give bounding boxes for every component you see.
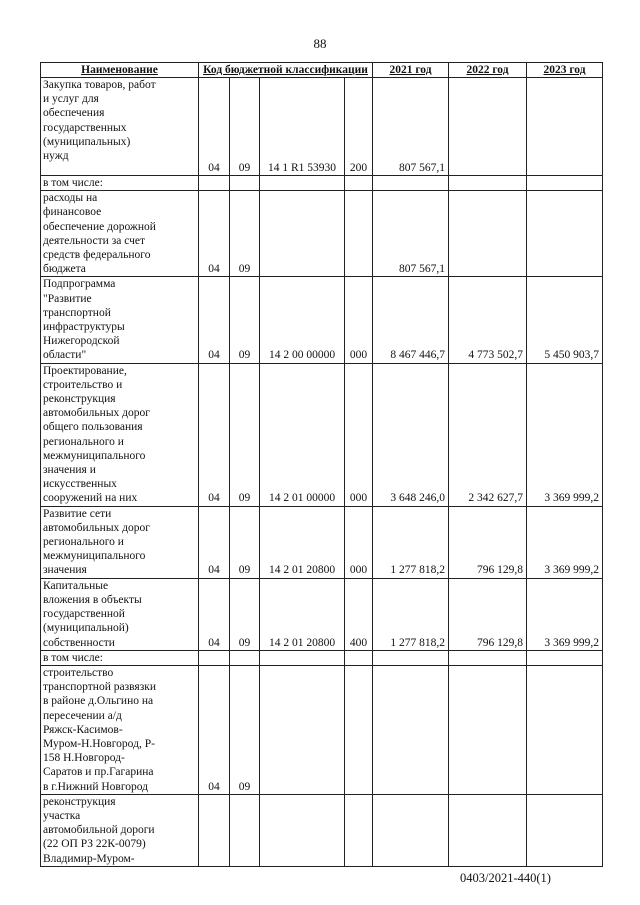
table-row [41,277,603,363]
cell-2021: 8 467 446,7 [373,277,449,363]
table-row [41,650,603,665]
cell-2023 [527,665,603,794]
cell-name: реконструкция участка автомобильной дороги (22 ОП РЗ 22К-0079) Владимир-Муром- [41,794,199,866]
cell-2023 [527,650,603,665]
cell-section: 04 [199,78,230,176]
cell-2021 [373,176,449,191]
cell-expense-type: 400 [345,578,373,650]
table-row [41,191,603,277]
cell-name: Подпрограмма "Развитие транспортной инфраструктуры Нижегородской области" [41,277,199,363]
cell-2023 [527,191,603,277]
cell-2023 [527,78,603,176]
table-row [41,78,603,176]
cell-name: расходы на финансовое обеспечение дорожной деятельности за счет средств федерального бюджета [41,191,199,277]
table-header-row [41,63,603,78]
cell-2023 [527,794,603,866]
cell-subsection [230,794,260,866]
cell-target-article: 14 2 01 20800 [260,506,345,578]
cell-2023: 3 369 999,2 [527,506,603,578]
cell-2022 [449,191,527,277]
table-row [41,665,603,794]
cell-2021: 807 567,1 [373,191,449,277]
cell-2021 [373,650,449,665]
header-name: Наименование [41,63,199,78]
header-code: Код бюджетной классификации [199,63,373,78]
cell-2021: 3 648 246,0 [373,363,449,506]
cell-subsection: 09 [230,506,260,578]
table-row [41,176,603,191]
cell-target-article [260,794,345,866]
cell-2023: 3 369 999,2 [527,363,603,506]
cell-2022 [449,176,527,191]
header-2023: 2023 год [527,63,603,78]
document-code: 0403/2021-440(1) [460,871,551,885]
cell-subsection: 09 [230,277,260,363]
cell-subsection: 09 [230,363,260,506]
cell-name: строительство транспортной развязки в районе д.Ольгино на пересечении а/д Ряжск-Касимов- Муром-Н.Новгород, Р- 158 Н.Новгород- Саратов и пр.Гагарина в г.Нижний Новгород [41,665,199,794]
cell-target-article: 14 1 R1 53930 [260,78,345,176]
cell-subsection: 09 [230,191,260,277]
cell-section [199,794,230,866]
table-row [41,794,603,866]
table-row [41,506,603,578]
cell-target-article: 14 2 00 00000 [260,277,345,363]
cell-target-article [260,650,345,665]
cell-2022: 796 129,8 [449,578,527,650]
cell-2022 [449,665,527,794]
cell-section: 04 [199,277,230,363]
cell-section: 04 [199,506,230,578]
cell-2022: 2 342 627,7 [449,363,527,506]
cell-name: Капитальные вложения в объекты государственной (муниципальной) собственности [41,578,199,650]
cell-expense-type [345,794,373,866]
budget-table [40,62,603,867]
cell-expense-type [345,650,373,665]
cell-name: Закупка товаров, работ и услуг для обеспечения государственных (муниципальных) нужд [41,78,199,176]
table-row [41,363,603,506]
table-row [41,578,603,650]
page-number: 88 [313,36,327,51]
cell-2022: 796 129,8 [449,506,527,578]
cell-2022 [449,650,527,665]
cell-2021: 1 277 818,2 [373,506,449,578]
cell-target-article [260,191,345,277]
cell-section: 04 [199,578,230,650]
cell-2021: 807 567,1 [373,78,449,176]
cell-2021 [373,665,449,794]
header-2021: 2021 год [373,63,449,78]
cell-2023 [527,176,603,191]
cell-name: Проектирование, строительство и реконструкция автомобильных дорог общего пользования регионального и межмуниципального значения и искусственных сооружений на них [41,363,199,506]
cell-name: в том числе: [41,650,199,665]
cell-section: 04 [199,665,230,794]
cell-expense-type: 000 [345,277,373,363]
cell-name: Развитие сети автомобильных дорог регионального и межмуниципального значения [41,506,199,578]
cell-2023: 5 450 903,7 [527,277,603,363]
cell-subsection [230,650,260,665]
cell-2021: 1 277 818,2 [373,578,449,650]
cell-expense-type [345,191,373,277]
cell-subsection [230,176,260,191]
cell-2023: 3 369 999,2 [527,578,603,650]
cell-subsection: 09 [230,78,260,176]
cell-target-article: 14 2 01 00000 [260,363,345,506]
header-2022: 2022 год [449,63,527,78]
cell-section: 04 [199,191,230,277]
cell-2021 [373,794,449,866]
cell-section [199,176,230,191]
cell-subsection: 09 [230,665,260,794]
cell-section [199,650,230,665]
cell-expense-type: 000 [345,363,373,506]
cell-expense-type: 200 [345,78,373,176]
cell-expense-type: 000 [345,506,373,578]
cell-name: в том числе: [41,176,199,191]
cell-expense-type [345,665,373,794]
cell-expense-type [345,176,373,191]
cell-2022 [449,78,527,176]
cell-target-article [260,665,345,794]
cell-target-article: 14 2 01 20800 [260,578,345,650]
cell-section: 04 [199,363,230,506]
cell-subsection: 09 [230,578,260,650]
cell-2022: 4 773 502,7 [449,277,527,363]
cell-target-article [260,176,345,191]
cell-2022 [449,794,527,866]
